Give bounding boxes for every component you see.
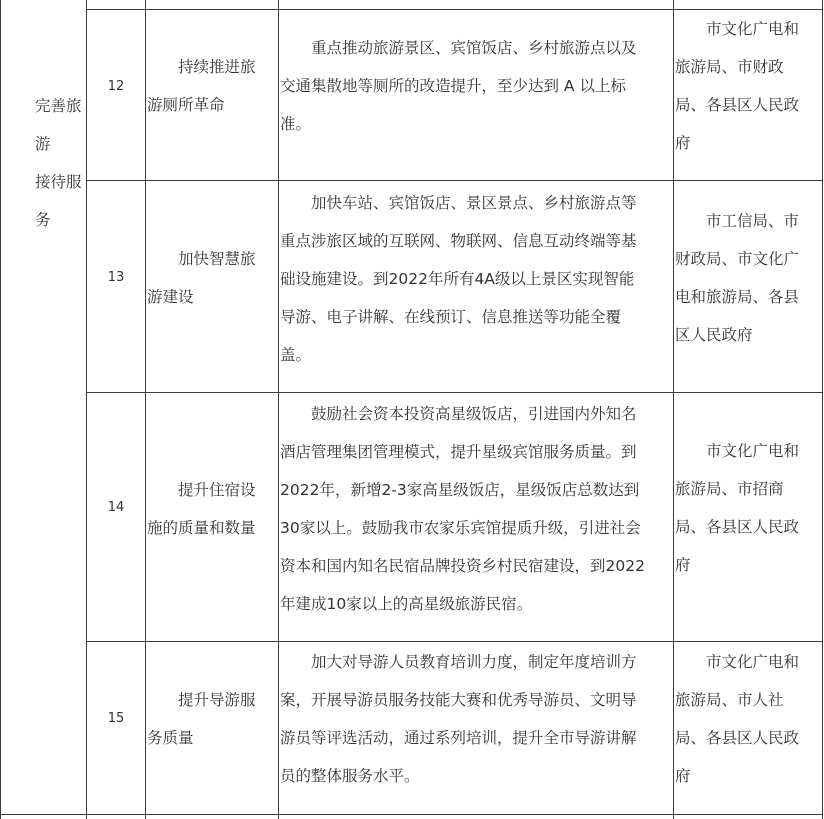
department-line: 局、各县区人民政 bbox=[675, 729, 800, 747]
content-line: 30家以上。鼓励我市农家乐宾馆提质升级，引进社会 bbox=[280, 519, 641, 537]
content-line: 案，开展导游员服务技能大赛和优秀导游员、文明导 bbox=[280, 691, 637, 709]
department-line: 电和旅游局、各县 bbox=[675, 288, 800, 306]
department-line: 府 bbox=[675, 134, 691, 152]
project-line: 持续推进旅 bbox=[178, 58, 256, 76]
content-cell bbox=[280, 29, 637, 143]
department-line: 市工信局、市 bbox=[706, 212, 800, 230]
department-line: 市文化广电和 bbox=[706, 653, 800, 671]
content-line: 重点推动旅游景区、宾馆饭店、乡村旅游点以及 bbox=[311, 39, 637, 57]
table-divider-col3 bbox=[278, 0, 279, 819]
project-line: 施的质量和数量 bbox=[147, 519, 256, 537]
project-line: 加快智慧旅 bbox=[178, 250, 256, 268]
category-text-line: 游 bbox=[35, 135, 51, 153]
row-divider bbox=[0, 814, 823, 815]
department-line: 府 bbox=[675, 767, 691, 785]
row-divider bbox=[86, 392, 823, 393]
row-number: 14 bbox=[107, 500, 125, 515]
project-cell bbox=[147, 240, 256, 316]
table-divider-col4 bbox=[673, 0, 674, 819]
content-line: 2022年，新增2-3家高星级饭店，星级饭店总数达到 bbox=[280, 481, 640, 499]
row-divider bbox=[86, 180, 823, 181]
project-line: 提升导游服 bbox=[178, 691, 256, 709]
project-cell bbox=[147, 48, 256, 124]
project-cell bbox=[147, 681, 256, 757]
content-line: 础设施建设。到2022年所有4A级以上景区实现智能 bbox=[280, 270, 635, 288]
department-line: 旅游局、市招商 bbox=[675, 480, 784, 498]
content-line: 加快车站、宾馆饭店、景区景点、乡村旅游点等 bbox=[311, 194, 637, 212]
table-border-right bbox=[822, 0, 823, 819]
department-cell bbox=[675, 432, 799, 584]
category-text-line: 务 bbox=[35, 211, 51, 229]
department-cell bbox=[675, 202, 799, 354]
content-line: 交通集散地等厕所的改造提升，至少达到 A 以上标 bbox=[280, 77, 626, 95]
project-line: 提升住宿设 bbox=[178, 481, 256, 499]
content-line: 年建成10家以上的高星级旅游民宿。 bbox=[280, 595, 533, 613]
department-line: 局、各县区人民政 bbox=[675, 96, 800, 114]
department-line: 旅游局、市人社 bbox=[675, 691, 784, 709]
project-cell bbox=[147, 471, 256, 547]
table-divider-col1 bbox=[86, 0, 87, 819]
table-divider-col2 bbox=[145, 0, 146, 819]
content-line: 资本和国内知名民宿品牌投资乡村民宿建设，到2022 bbox=[280, 557, 645, 575]
content-line: 重点涉旅区域的互联网、物联网、信息互动终端等基 bbox=[280, 232, 637, 250]
category-text-line: 接待服 bbox=[35, 173, 82, 191]
content-line: 导游、电子讲解、在线预订、信息推送等功能全覆 bbox=[280, 308, 622, 326]
category-cell bbox=[35, 87, 82, 239]
department-line: 局、各县区人民政 bbox=[675, 518, 800, 536]
content-line: 鼓励社会资本投资高星级饭店，引进国内外知名 bbox=[311, 405, 637, 423]
project-line: 游建设 bbox=[147, 288, 194, 306]
row-number: 15 bbox=[107, 711, 125, 726]
department-line: 府 bbox=[675, 556, 691, 574]
department-line: 市文化广电和 bbox=[706, 20, 800, 38]
department-cell bbox=[675, 10, 799, 162]
content-cell bbox=[280, 395, 645, 623]
department-line: 市文化广电和 bbox=[706, 442, 800, 460]
content-cell bbox=[280, 643, 637, 795]
row-number: 13 bbox=[107, 270, 125, 285]
content-line: 加大对导游人员教育培训力度，制定年度培训方 bbox=[311, 653, 637, 671]
row-divider bbox=[86, 641, 823, 642]
department-cell bbox=[675, 643, 799, 795]
category-text-line: 完善旅 bbox=[35, 97, 82, 115]
project-line: 务质量 bbox=[147, 729, 194, 747]
project-line: 游厕所革命 bbox=[147, 96, 225, 114]
content-line: 员的整体服务水平。 bbox=[280, 767, 420, 785]
content-line: 准。 bbox=[280, 115, 312, 133]
content-line: 酒店管理集团管理模式，提升星级宾馆服务质量。到 bbox=[280, 443, 637, 461]
row-number: 12 bbox=[107, 79, 125, 94]
content-line: 游员等评选活动，通过系列培训，提升全市导游讲解 bbox=[280, 729, 637, 747]
table-border-left bbox=[0, 0, 1, 819]
department-line: 旅游局、市财政 bbox=[675, 58, 784, 76]
content-line: 盖。 bbox=[280, 346, 312, 364]
department-line: 区人民政府 bbox=[675, 326, 753, 344]
department-line: 财政局、市文化广 bbox=[675, 250, 800, 268]
content-cell bbox=[280, 184, 637, 374]
